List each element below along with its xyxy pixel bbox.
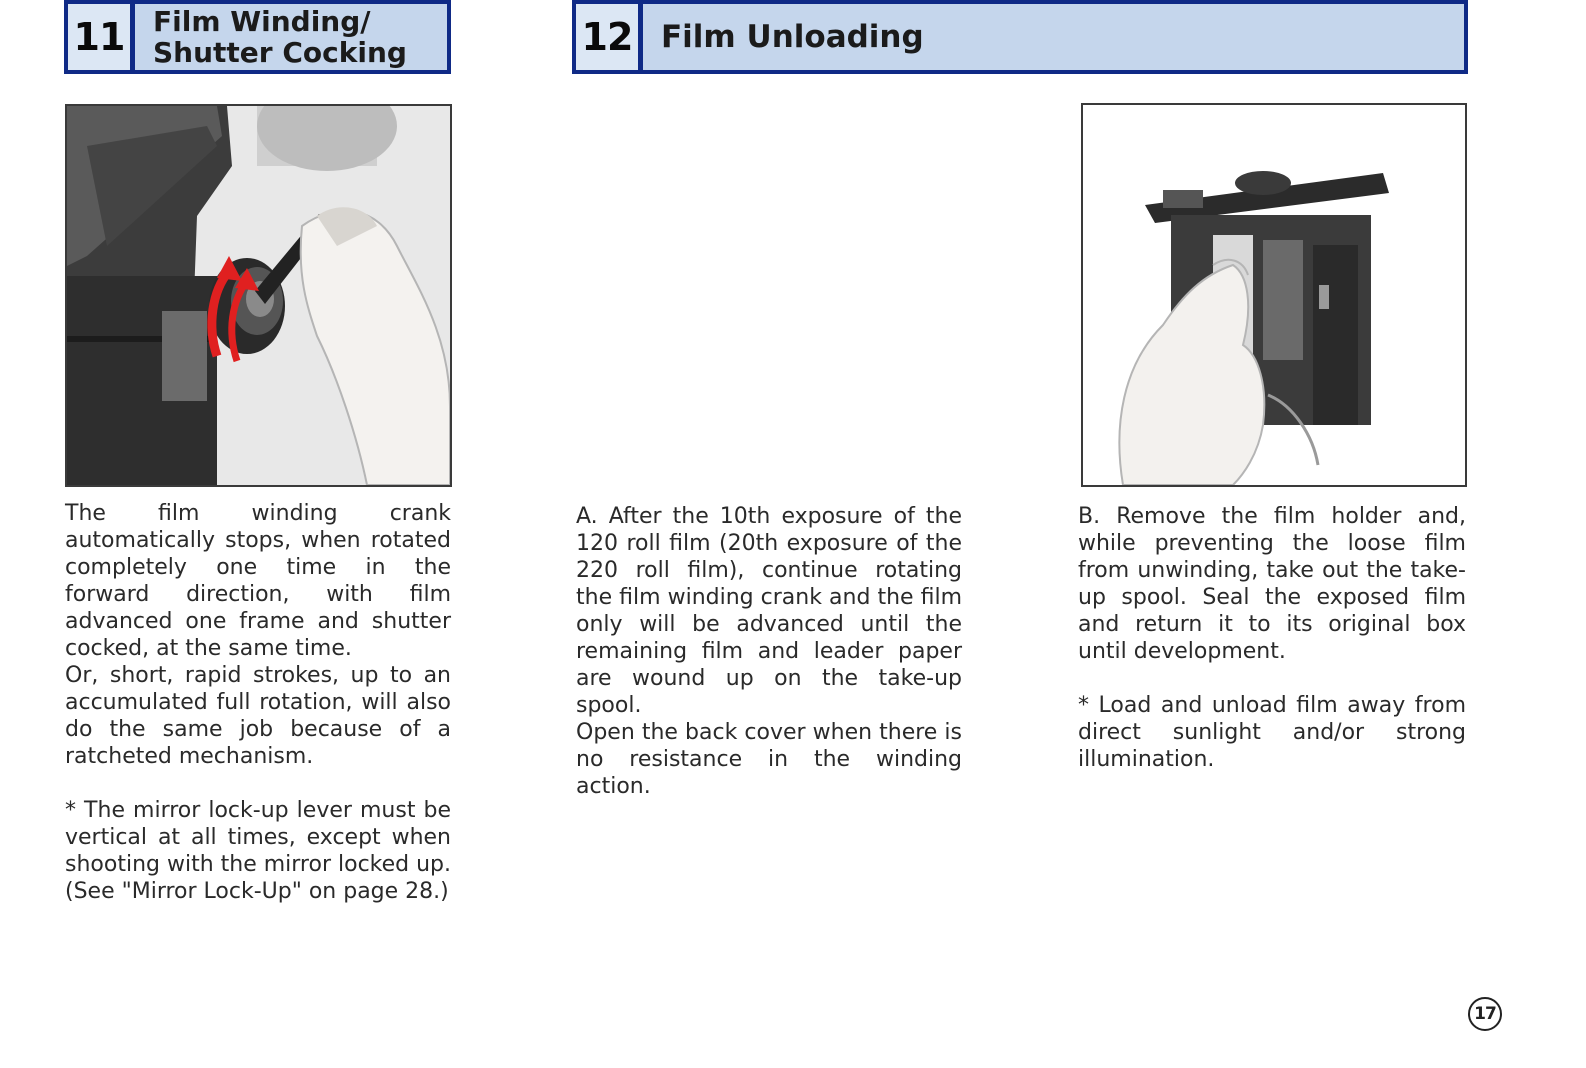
page-number: 17: [1468, 997, 1502, 1031]
winding-crank-illustration: [67, 106, 450, 485]
mirror-lockup-reference: (See "Mirror Lock-Up" on page 28.): [65, 879, 449, 904]
sunlight-note: * Load and unload film away from direct sunlight and/or strong illumination.: [1078, 693, 1466, 772]
short-strokes-paragraph: Or, short, rapid strokes, up to an accumulated full rotation, will also do the same job because of a ratcheted mechanism.: [65, 663, 451, 769]
winding-paragraph: The film winding crank automatically stops, when rotated completely one time in the forward direction, with film advanced one frame and shutter cocked, at the same time.: [65, 501, 451, 661]
film-winding-crank-photo: [65, 104, 452, 487]
film-holder-photo: [1081, 103, 1467, 487]
section-12-body-b: [1078, 503, 1466, 773]
section-11-title-line1: Film Winding/: [153, 5, 371, 38]
film-holder-illustration: [1083, 105, 1465, 485]
section-12-title: Film Unloading: [661, 18, 924, 55]
mirror-lever-note: * The mirror lock-up lever must be vertical at all times, except when shooting with the mirror locked up.: [65, 798, 452, 877]
step-a-paragraph: A. After the 10th exposure of the 120 roll film (20th exposure of the 220 roll film), continue rotating the film winding crank and the film only will be advanced until the remaining film and leader paper are wound up on the take-up spool.: [576, 504, 962, 718]
section-11-body: [65, 500, 451, 905]
section-12-header: [572, 0, 1468, 74]
open-back-cover-paragraph: Open the back cover when there is no resistance in the winding action.: [576, 720, 962, 799]
step-b-paragraph: B. Remove the film holder and, while preventing the loose film from unwinding, take out the take-up spool. Seal the exposed film and return it to its original box until development.: [1078, 504, 1466, 664]
section-11-title: [135, 4, 407, 70]
section-11-header: [64, 0, 451, 74]
section-11-number: 11: [68, 4, 135, 70]
section-12-number: 12: [576, 4, 643, 70]
section-11-title-line2: Shutter Cocking: [153, 36, 407, 69]
section-12-body-a: [576, 503, 962, 800]
